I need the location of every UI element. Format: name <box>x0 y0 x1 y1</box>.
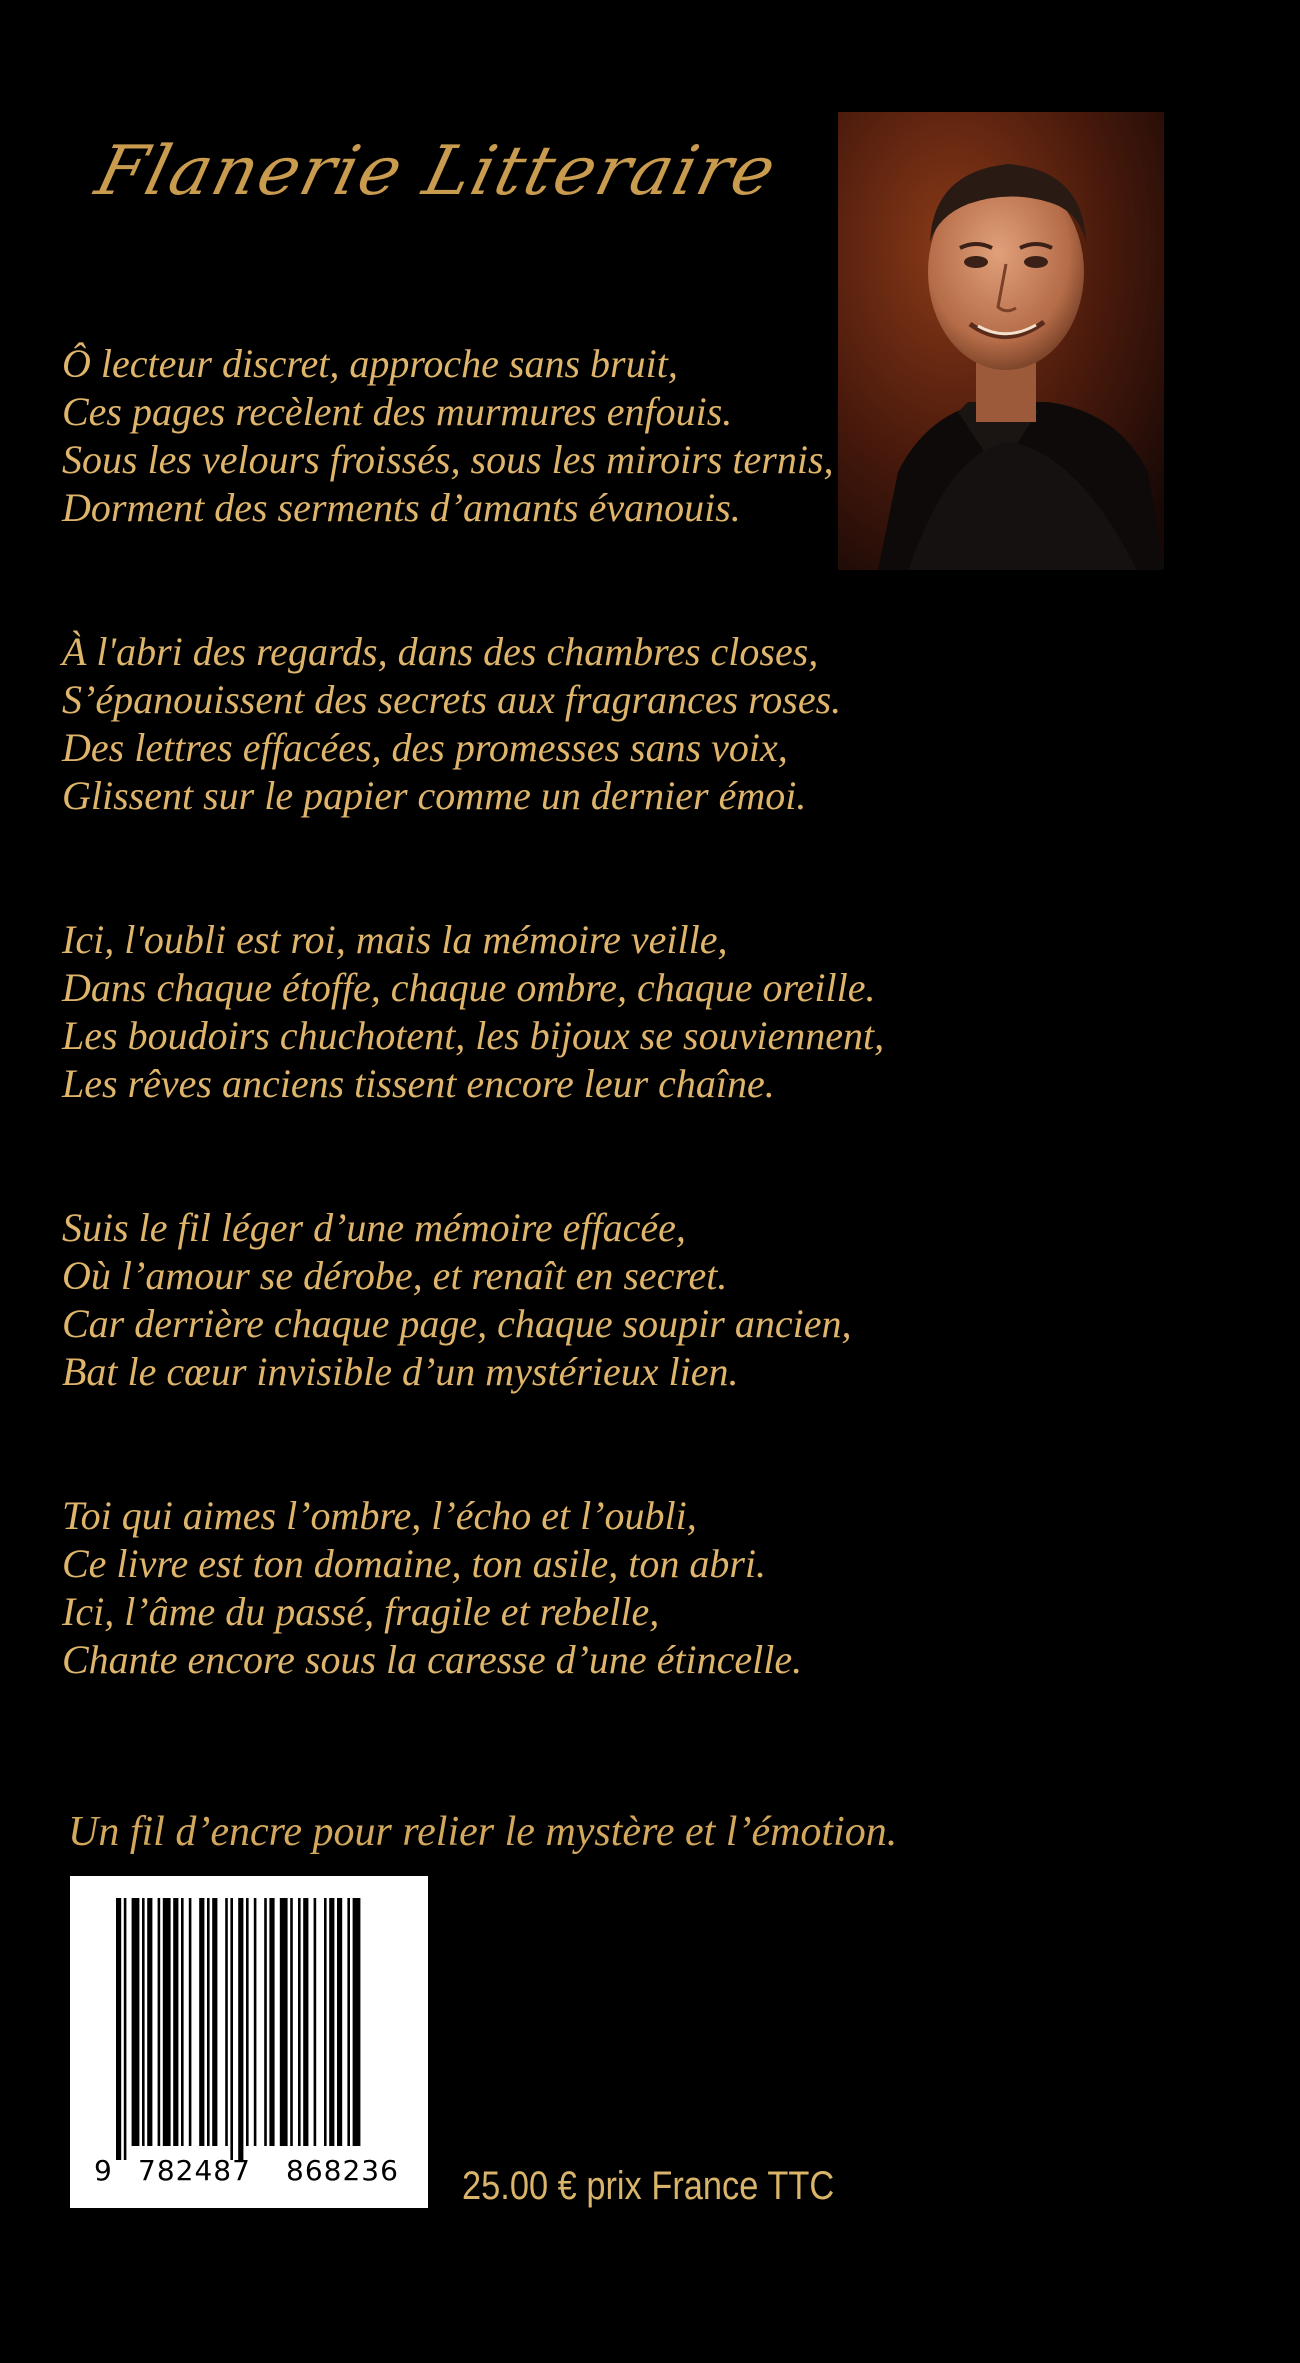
barcode-digits <box>70 2154 428 2194</box>
barcode-bar <box>303 1898 308 2146</box>
poem-line: À l'abri des regards, dans des chambres closes, <box>62 629 819 674</box>
barcode-bar <box>132 1898 140 2146</box>
poem-line: Suis le fil léger d’une mémoire effacée, <box>62 1205 686 1250</box>
barcode-bar <box>163 1898 171 2146</box>
barcode-bar <box>246 1898 249 2146</box>
barcode-bar <box>147 1898 152 2146</box>
stanza <box>62 628 942 820</box>
barcode-bar <box>298 1898 301 2146</box>
tagline: Un fil d’encre pour relier le mystère et l’émotion. <box>68 1809 898 1855</box>
barcode-bar <box>314 1898 317 2146</box>
stanza <box>62 1204 942 1396</box>
barcode-bar <box>116 1898 121 2160</box>
poem-line: Bat le cœur invisible d’un mystérieux lien. <box>62 1349 739 1394</box>
poem-line: Où l’amour se dérobe, et renaît en secret. <box>62 1253 728 1298</box>
barcode-bar <box>254 1898 257 2146</box>
barcode-bar <box>337 1898 342 2146</box>
price-label: 25.00 € prix France TTC <box>462 2164 835 2208</box>
poem-line: Ces pages recèlent des murmures enfouis. <box>62 389 733 434</box>
poem-line: Car derrière chaque page, chaque soupir ancien, <box>62 1301 852 1346</box>
poem-line: Ici, l'oubli est roi, mais la mémoire veille, <box>62 917 728 962</box>
barcode-bar <box>280 1898 288 2146</box>
barcode-bar <box>347 1898 350 2146</box>
barcode-bar <box>207 1898 210 2146</box>
isbn-barcode <box>70 1876 428 2208</box>
barcode-bar <box>142 1898 145 2146</box>
poem-line: Dorment des serments d’amants évanouis. <box>62 485 741 530</box>
poem-line: Les rêves anciens tissent encore leur chaîne. <box>62 1061 775 1106</box>
poem-line: Chante encore sous la caresse d’une étincelle. <box>62 1637 803 1682</box>
poem-line: Toi qui aimes l’ombre, l’écho et l’oubli, <box>62 1493 697 1538</box>
poem-line: Ce livre est ton domaine, ton asile, ton abri. <box>62 1541 767 1586</box>
barcode-bar <box>329 1898 334 2146</box>
stanza <box>62 1492 942 1684</box>
barcode-bar <box>181 1898 184 2146</box>
poem-line: Glissent sur le papier comme un dernier émoi. <box>62 773 807 818</box>
poem-line: Sous les velours froissés, sous les miroirs ternis, <box>62 437 834 482</box>
barcode-bar <box>324 1898 327 2146</box>
barcode-bar <box>158 1898 161 2146</box>
barcode-bar <box>238 1898 243 2160</box>
poem-line: Ô lecteur discret, approche sans bruit, <box>62 341 678 386</box>
poem-line: Les boudoirs chuchotent, les bijoux se souviennent, <box>62 1013 885 1058</box>
barcode-bar <box>230 1898 233 2160</box>
stanza <box>62 916 942 1108</box>
barcode-bar <box>212 1898 217 2146</box>
barcode-bar <box>269 1898 274 2146</box>
barcode-bar <box>264 1898 267 2146</box>
poem-line: S’épanouissent des secrets aux fragrances roses. <box>62 677 842 722</box>
barcode-left-digits: 782487 <box>138 2154 251 2187</box>
brand-logo-text: Flanerie Litteraire <box>88 132 785 211</box>
poem-line: Ici, l’âme du passé, fragile et rebelle, <box>62 1589 660 1634</box>
barcode-bar <box>199 1898 204 2146</box>
poem-line: Des lettres effacées, des promesses sans voix, <box>62 725 788 770</box>
barcode-bar <box>225 1898 228 2146</box>
barcode-bar <box>173 1898 178 2146</box>
barcode-right-digits: 868236 <box>286 2154 399 2187</box>
stanza <box>62 340 942 532</box>
poem-line: Dans chaque étoffe, chaque ombre, chaque oreille. <box>62 965 876 1010</box>
barcode-bar <box>189 1898 192 2146</box>
barcode-bar <box>124 1898 127 2160</box>
barcode-bar <box>290 1898 293 2146</box>
poem <box>62 340 942 1780</box>
barcode-bar <box>353 1898 361 2146</box>
barcode-lead-digit: 9 <box>94 2154 112 2187</box>
